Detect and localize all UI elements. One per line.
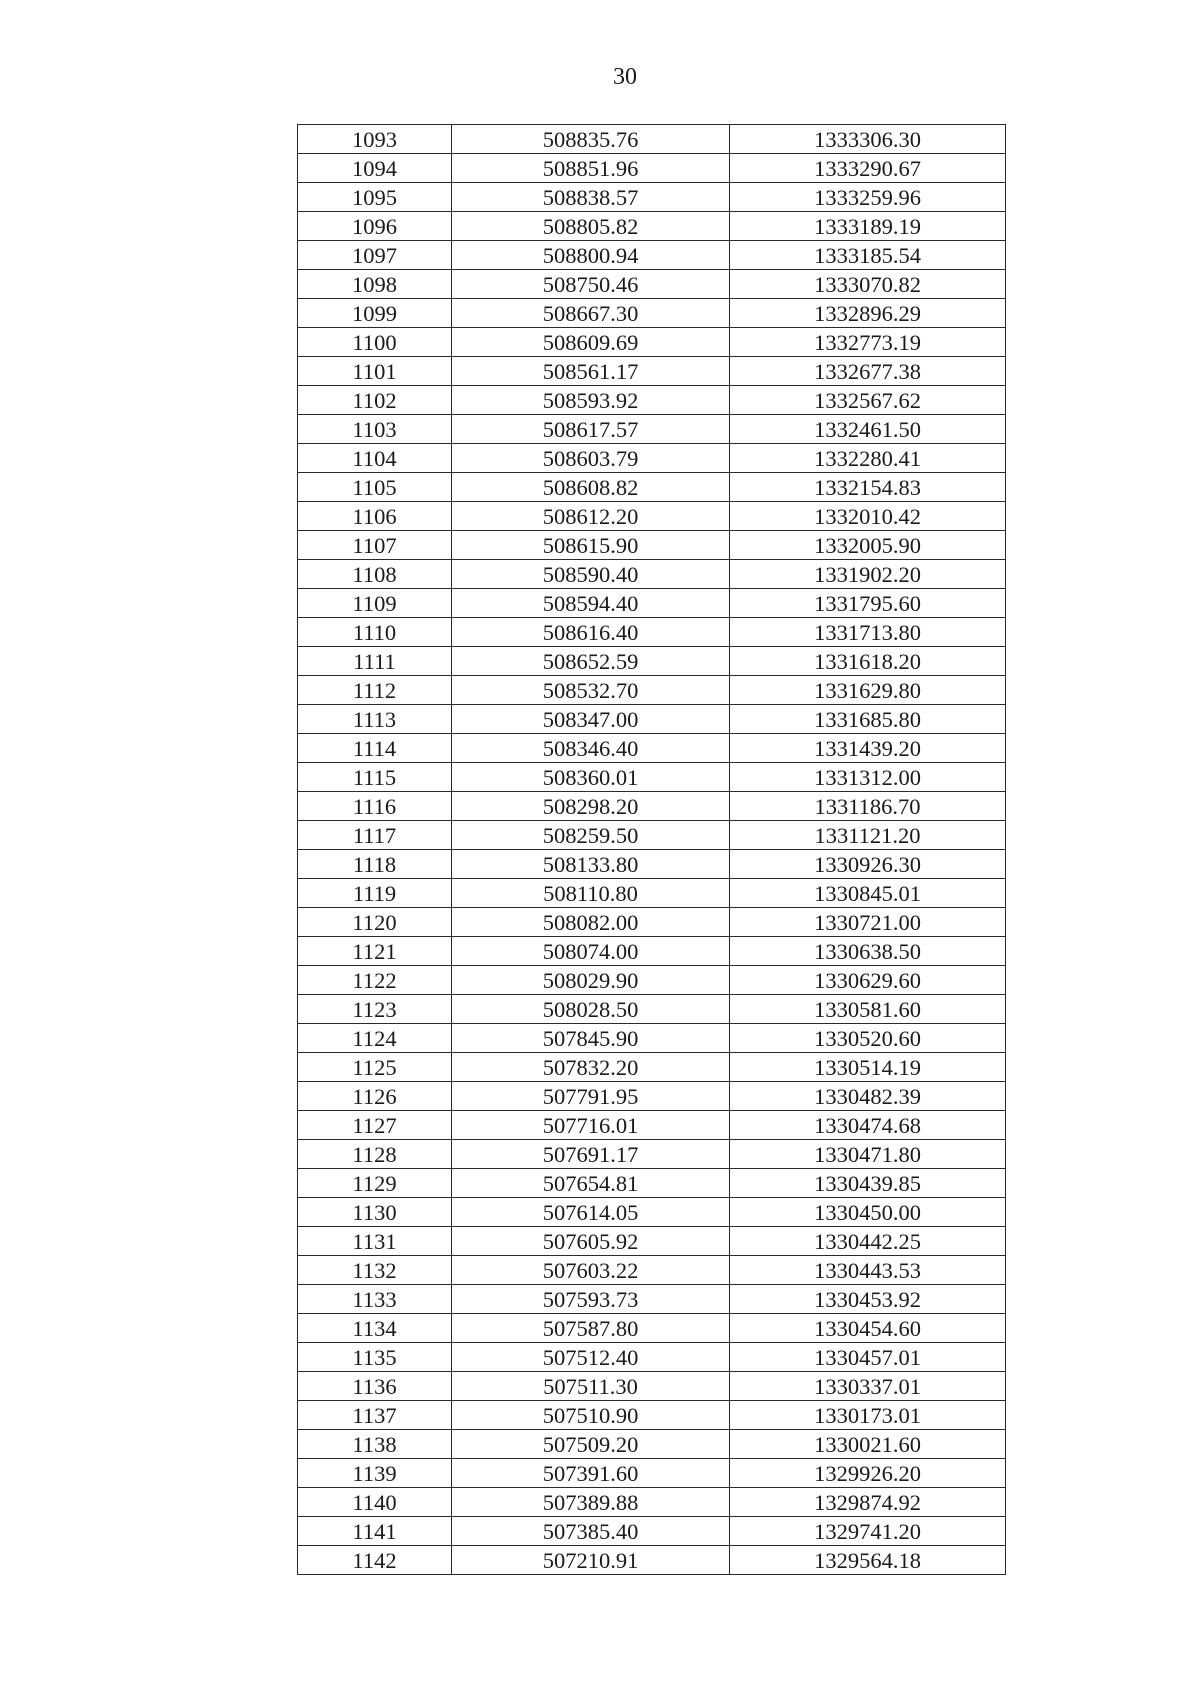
table-row [298, 705, 1006, 734]
table-row [298, 357, 1006, 386]
y-coordinate-cell: 1329926.20 [730, 1459, 1006, 1488]
table-row [298, 473, 1006, 502]
point-number-cell: 1096 [298, 212, 452, 241]
table-row [298, 1517, 1006, 1546]
coordinates-table [297, 124, 1006, 1575]
y-coordinate-cell: 1330337.01 [730, 1372, 1006, 1401]
point-number-cell: 1103 [298, 415, 452, 444]
y-coordinate-cell: 1330629.60 [730, 966, 1006, 995]
y-coordinate-cell: 1333189.19 [730, 212, 1006, 241]
point-number-cell: 1142 [298, 1546, 452, 1575]
table-row [298, 212, 1006, 241]
y-coordinate-cell: 1332896.29 [730, 299, 1006, 328]
point-number-cell: 1108 [298, 560, 452, 589]
y-coordinate-cell: 1332010.42 [730, 502, 1006, 531]
table-row [298, 241, 1006, 270]
point-number-cell: 1141 [298, 1517, 452, 1546]
table-row [298, 1082, 1006, 1111]
x-coordinate-cell: 507716.01 [452, 1111, 730, 1140]
x-coordinate-cell: 508851.96 [452, 154, 730, 183]
point-number-cell: 1121 [298, 937, 452, 966]
point-number-cell: 1114 [298, 734, 452, 763]
x-coordinate-cell: 507614.05 [452, 1198, 730, 1227]
x-coordinate-cell: 508838.57 [452, 183, 730, 212]
y-coordinate-cell: 1331312.00 [730, 763, 1006, 792]
y-coordinate-cell: 1332567.62 [730, 386, 1006, 415]
x-coordinate-cell: 507391.60 [452, 1459, 730, 1488]
x-coordinate-cell: 507791.95 [452, 1082, 730, 1111]
table-row [298, 589, 1006, 618]
point-number-cell: 1129 [298, 1169, 452, 1198]
table-row [298, 763, 1006, 792]
table-row [298, 1140, 1006, 1169]
y-coordinate-cell: 1331439.20 [730, 734, 1006, 763]
x-coordinate-cell: 508360.01 [452, 763, 730, 792]
point-number-cell: 1140 [298, 1488, 452, 1517]
point-number-cell: 1111 [298, 647, 452, 676]
table-row [298, 908, 1006, 937]
point-number-cell: 1124 [298, 1024, 452, 1053]
y-coordinate-cell: 1332154.83 [730, 473, 1006, 502]
y-coordinate-cell: 1330721.00 [730, 908, 1006, 937]
x-coordinate-cell: 507845.90 [452, 1024, 730, 1053]
y-coordinate-cell: 1330474.68 [730, 1111, 1006, 1140]
table-row [298, 734, 1006, 763]
x-coordinate-cell: 507210.91 [452, 1546, 730, 1575]
y-coordinate-cell: 1331186.70 [730, 792, 1006, 821]
table-row [298, 1169, 1006, 1198]
point-number-cell: 1097 [298, 241, 452, 270]
point-number-cell: 1100 [298, 328, 452, 357]
y-coordinate-cell: 1331121.20 [730, 821, 1006, 850]
point-number-cell: 1118 [298, 850, 452, 879]
point-number-cell: 1107 [298, 531, 452, 560]
y-coordinate-cell: 1332461.50 [730, 415, 1006, 444]
x-coordinate-cell: 507512.40 [452, 1343, 730, 1372]
x-coordinate-cell: 507511.30 [452, 1372, 730, 1401]
x-coordinate-cell: 508608.82 [452, 473, 730, 502]
x-coordinate-cell: 507509.20 [452, 1430, 730, 1459]
point-number-cell: 1105 [298, 473, 452, 502]
table-row [298, 647, 1006, 676]
y-coordinate-cell: 1331713.80 [730, 618, 1006, 647]
y-coordinate-cell: 1331685.80 [730, 705, 1006, 734]
point-number-cell: 1135 [298, 1343, 452, 1372]
y-coordinate-cell: 1329564.18 [730, 1546, 1006, 1575]
y-coordinate-cell: 1333070.82 [730, 270, 1006, 299]
point-number-cell: 1112 [298, 676, 452, 705]
x-coordinate-cell: 507593.73 [452, 1285, 730, 1314]
table-row [298, 618, 1006, 647]
x-coordinate-cell: 508259.50 [452, 821, 730, 850]
x-coordinate-cell: 507385.40 [452, 1517, 730, 1546]
point-number-cell: 1122 [298, 966, 452, 995]
table-row [298, 1227, 1006, 1256]
x-coordinate-cell: 508590.40 [452, 560, 730, 589]
table-row [298, 1401, 1006, 1430]
y-coordinate-cell: 1330457.01 [730, 1343, 1006, 1372]
x-coordinate-cell: 508593.92 [452, 386, 730, 415]
point-number-cell: 1123 [298, 995, 452, 1024]
table-row [298, 1024, 1006, 1053]
table-row [298, 386, 1006, 415]
table-row [298, 821, 1006, 850]
table-row [298, 531, 1006, 560]
table-row [298, 1285, 1006, 1314]
point-number-cell: 1116 [298, 792, 452, 821]
x-coordinate-cell: 507603.22 [452, 1256, 730, 1285]
x-coordinate-cell: 508805.82 [452, 212, 730, 241]
point-number-cell: 1136 [298, 1372, 452, 1401]
y-coordinate-cell: 1329741.20 [730, 1517, 1006, 1546]
point-number-cell: 1127 [298, 1111, 452, 1140]
y-coordinate-cell: 1330443.53 [730, 1256, 1006, 1285]
point-number-cell: 1109 [298, 589, 452, 618]
y-coordinate-cell: 1332280.41 [730, 444, 1006, 473]
table-row [298, 1111, 1006, 1140]
table-row [298, 299, 1006, 328]
x-coordinate-cell: 507605.92 [452, 1227, 730, 1256]
table-row [298, 792, 1006, 821]
x-coordinate-cell: 508298.20 [452, 792, 730, 821]
x-coordinate-cell: 508603.79 [452, 444, 730, 473]
y-coordinate-cell: 1330514.19 [730, 1053, 1006, 1082]
x-coordinate-cell: 508133.80 [452, 850, 730, 879]
table-row [298, 676, 1006, 705]
table-row [298, 1430, 1006, 1459]
y-coordinate-cell: 1330482.39 [730, 1082, 1006, 1111]
x-coordinate-cell: 508750.46 [452, 270, 730, 299]
point-number-cell: 1132 [298, 1256, 452, 1285]
point-number-cell: 1094 [298, 154, 452, 183]
table-row [298, 1343, 1006, 1372]
y-coordinate-cell: 1332005.90 [730, 531, 1006, 560]
y-coordinate-cell: 1330926.30 [730, 850, 1006, 879]
point-number-cell: 1130 [298, 1198, 452, 1227]
x-coordinate-cell: 508346.40 [452, 734, 730, 763]
y-coordinate-cell: 1330845.01 [730, 879, 1006, 908]
table-row [298, 560, 1006, 589]
x-coordinate-cell: 507832.20 [452, 1053, 730, 1082]
x-coordinate-cell: 508652.59 [452, 647, 730, 676]
y-coordinate-cell: 1330439.85 [730, 1169, 1006, 1198]
point-number-cell: 1137 [298, 1401, 452, 1430]
table-row [298, 415, 1006, 444]
x-coordinate-cell: 508612.20 [452, 502, 730, 531]
point-number-cell: 1134 [298, 1314, 452, 1343]
x-coordinate-cell: 508615.90 [452, 531, 730, 560]
table-row [298, 1546, 1006, 1575]
coordinates-table-body [298, 125, 1006, 1575]
point-number-cell: 1133 [298, 1285, 452, 1314]
x-coordinate-cell: 507691.17 [452, 1140, 730, 1169]
point-number-cell: 1139 [298, 1459, 452, 1488]
table-row [298, 1314, 1006, 1343]
point-number-cell: 1126 [298, 1082, 452, 1111]
y-coordinate-cell: 1330471.80 [730, 1140, 1006, 1169]
y-coordinate-cell: 1330520.60 [730, 1024, 1006, 1053]
table-row [298, 1459, 1006, 1488]
table-row [298, 1372, 1006, 1401]
y-coordinate-cell: 1333306.30 [730, 125, 1006, 154]
x-coordinate-cell: 508667.30 [452, 299, 730, 328]
table-row [298, 328, 1006, 357]
table-row [298, 879, 1006, 908]
point-number-cell: 1098 [298, 270, 452, 299]
x-coordinate-cell: 508082.00 [452, 908, 730, 937]
x-coordinate-cell: 508532.70 [452, 676, 730, 705]
x-coordinate-cell: 507510.90 [452, 1401, 730, 1430]
point-number-cell: 1099 [298, 299, 452, 328]
y-coordinate-cell: 1331795.60 [730, 589, 1006, 618]
y-coordinate-cell: 1331629.80 [730, 676, 1006, 705]
y-coordinate-cell: 1333185.54 [730, 241, 1006, 270]
y-coordinate-cell: 1329874.92 [730, 1488, 1006, 1517]
x-coordinate-cell: 508561.17 [452, 357, 730, 386]
table-row [298, 154, 1006, 183]
point-number-cell: 1115 [298, 763, 452, 792]
point-number-cell: 1113 [298, 705, 452, 734]
table-row [298, 125, 1006, 154]
point-number-cell: 1119 [298, 879, 452, 908]
x-coordinate-cell: 508110.80 [452, 879, 730, 908]
y-coordinate-cell: 1330454.60 [730, 1314, 1006, 1343]
table-row [298, 183, 1006, 212]
y-coordinate-cell: 1330638.50 [730, 937, 1006, 966]
y-coordinate-cell: 1332677.38 [730, 357, 1006, 386]
x-coordinate-cell: 507389.88 [452, 1488, 730, 1517]
table-row [298, 966, 1006, 995]
point-number-cell: 1128 [298, 1140, 452, 1169]
y-coordinate-cell: 1332773.19 [730, 328, 1006, 357]
table-row [298, 1053, 1006, 1082]
x-coordinate-cell: 507654.81 [452, 1169, 730, 1198]
x-coordinate-cell: 507587.80 [452, 1314, 730, 1343]
point-number-cell: 1106 [298, 502, 452, 531]
x-coordinate-cell: 508609.69 [452, 328, 730, 357]
point-number-cell: 1131 [298, 1227, 452, 1256]
table-row [298, 995, 1006, 1024]
x-coordinate-cell: 508800.94 [452, 241, 730, 270]
table-row [298, 1198, 1006, 1227]
page-number: 30 [613, 64, 637, 90]
y-coordinate-cell: 1331902.20 [730, 560, 1006, 589]
y-coordinate-cell: 1331618.20 [730, 647, 1006, 676]
x-coordinate-cell: 508347.00 [452, 705, 730, 734]
table-row [298, 1256, 1006, 1285]
table-row [298, 270, 1006, 299]
x-coordinate-cell: 508029.90 [452, 966, 730, 995]
y-coordinate-cell: 1330581.60 [730, 995, 1006, 1024]
point-number-cell: 1125 [298, 1053, 452, 1082]
y-coordinate-cell: 1330450.00 [730, 1198, 1006, 1227]
x-coordinate-cell: 508617.57 [452, 415, 730, 444]
table-row [298, 1488, 1006, 1517]
table-row [298, 850, 1006, 879]
y-coordinate-cell: 1330453.92 [730, 1285, 1006, 1314]
x-coordinate-cell: 508835.76 [452, 125, 730, 154]
table-row [298, 444, 1006, 473]
point-number-cell: 1138 [298, 1430, 452, 1459]
point-number-cell: 1093 [298, 125, 452, 154]
x-coordinate-cell: 508028.50 [452, 995, 730, 1024]
point-number-cell: 1102 [298, 386, 452, 415]
x-coordinate-cell: 508594.40 [452, 589, 730, 618]
y-coordinate-cell: 1333290.67 [730, 154, 1006, 183]
table-row [298, 937, 1006, 966]
point-number-cell: 1120 [298, 908, 452, 937]
x-coordinate-cell: 508074.00 [452, 937, 730, 966]
point-number-cell: 1110 [298, 618, 452, 647]
point-number-cell: 1104 [298, 444, 452, 473]
point-number-cell: 1095 [298, 183, 452, 212]
y-coordinate-cell: 1330442.25 [730, 1227, 1006, 1256]
point-number-cell: 1101 [298, 357, 452, 386]
x-coordinate-cell: 508616.40 [452, 618, 730, 647]
table-row [298, 502, 1006, 531]
y-coordinate-cell: 1330021.60 [730, 1430, 1006, 1459]
y-coordinate-cell: 1333259.96 [730, 183, 1006, 212]
point-number-cell: 1117 [298, 821, 452, 850]
y-coordinate-cell: 1330173.01 [730, 1401, 1006, 1430]
